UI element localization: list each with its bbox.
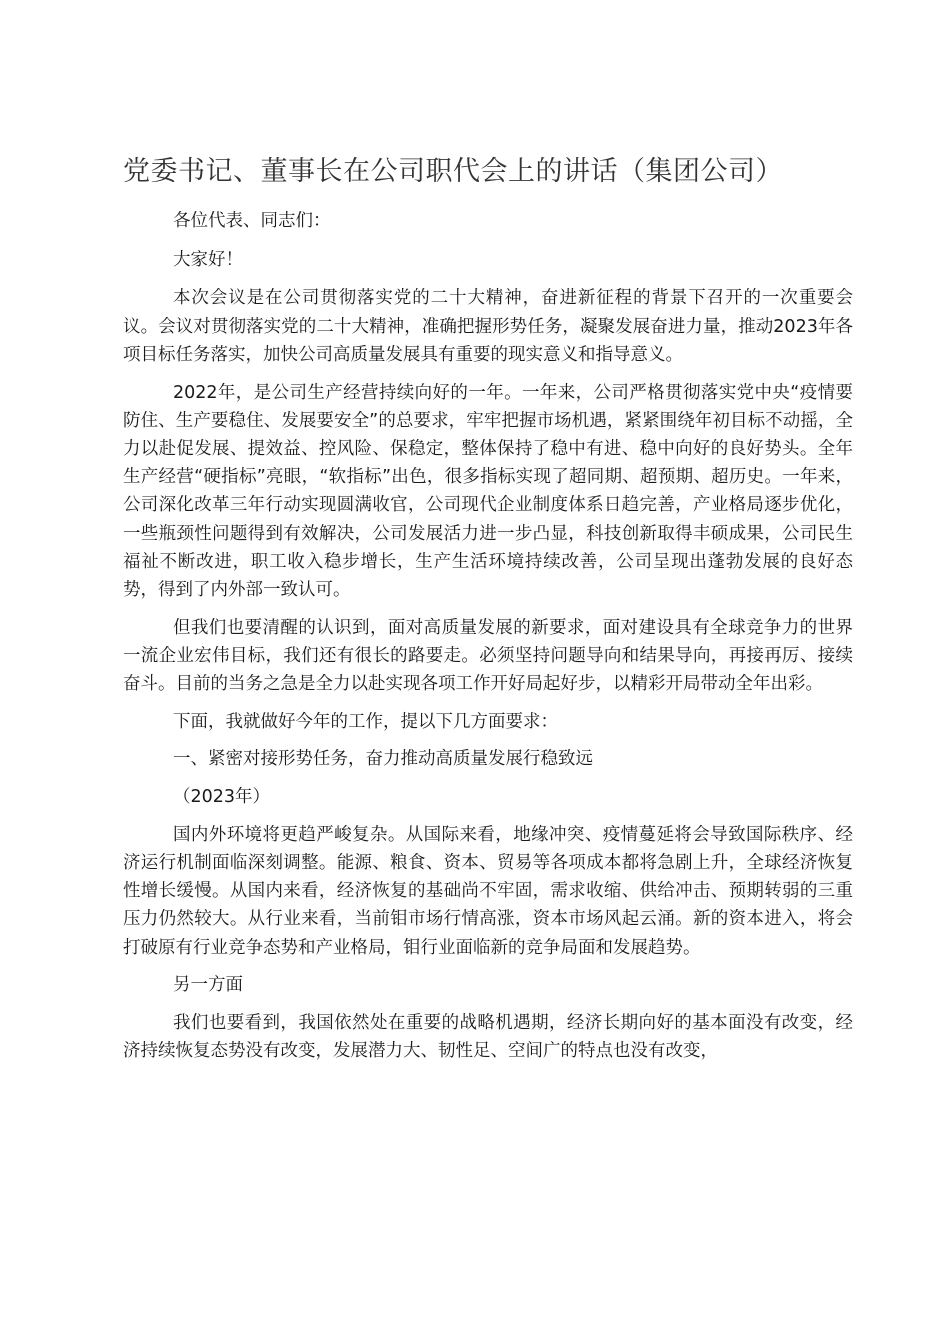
paragraph-meeting-significance: 本次会议是在公司贯彻落实党的二十大精神，奋进新征程的背景下召开的一次重要会议。会议对贯彻落实党的二十大精神，准确把握形势任务，凝聚发展奋进力量，推动2023年各项目标任务落实，加快公司高质量发展具有重要的现实意义和指导意义。 [123, 288, 853, 365]
paragraph-environment: 国内外环境将更趋严峻复杂。从国际来看，地缘冲突、疫情蔓延将会导致国际秩序、经济运行机制面临深刻调整。能源、粮食、资本、贸易等各项成本都将急剧上升，全球经济恢复性增长缓慢。从国内来看，经济恢复的基础尚不牢固，需求收缩、供给冲击、预期转弱的三重压力仍然较大。从行业来看，当前钼市场行情高涨，资本市场风起云涌。新的资本进入，将会打破原有行业竞争态势和产业格局，钼行业面临新的竞争局面和发展趋势。 [123, 824, 853, 958]
paragraph-opportunities: 我们也要看到，我国依然处在重要的战略机遇期，经济长期向好的基本面没有改变，经济持续恢复态势没有改变，发展潜力大、韧性足、空间广的特点也没有改变， [123, 1013, 853, 1062]
document-body [123, 207, 853, 1075]
section-heading-1: 一、紧密对接形势任务，奋力推动高质量发展行稳致远 [173, 749, 593, 770]
paragraph-2022-review: 2022年，是公司生产经营持续向好的一年。一年来，公司严格贯彻落实党中央“疫情要防住、生产要稳住、发展要安全”的总要求，牢牢把握市场机遇，紧紧围绕年初目标不动摇，全力以赴促发展、提效益、控风险、保稳定，整体保持了稳中有进、稳中向好的良好势头。全年生产经营“硬指标”亮眼，“软指标”出色，很多指标实现了超同期、超预期、超历史。一年来，公司深化改革三年行动实现圆满收官，公司现代企业制度体系日趋完善，产业格局逐步优化，一些瓶颈性问题得到有效解决，公司发展活力进一步凸显，科技创新取得丰硕成果，公司民生福祉不断改进，职工收入稳步增长，生产生活环境持续改善，公司呈现出蓬勃发展的良好态势，得到了内外部一致认可。 [123, 382, 853, 600]
paragraph-requirements-intro: 下面，我就做好今年的工作，提以下几方面要求： [173, 711, 558, 732]
salutation: 各位代表、同志们： [173, 211, 331, 231]
paragraph-awareness: 但我们也要清醒的认识到，面对高质量发展的新要求，面对建设具有全球竞争力的世界一流企业宏伟目标，我们还有很长的路要走。必须坚持问题导向和结果导向，再接再厉、接续奋斗。目前的当务之急是全力以赴实现各项工作开好局起好步，以精彩开局带动全年出彩。 [123, 617, 853, 695]
greeting: 大家好！ [173, 249, 243, 270]
year-note: （2023年） [173, 787, 271, 808]
document-title: 党委书记、董事长在公司职代会上的讲话（集团公司） [123, 156, 783, 187]
paragraph-on-the-other-hand: 另一方面 [173, 975, 243, 996]
